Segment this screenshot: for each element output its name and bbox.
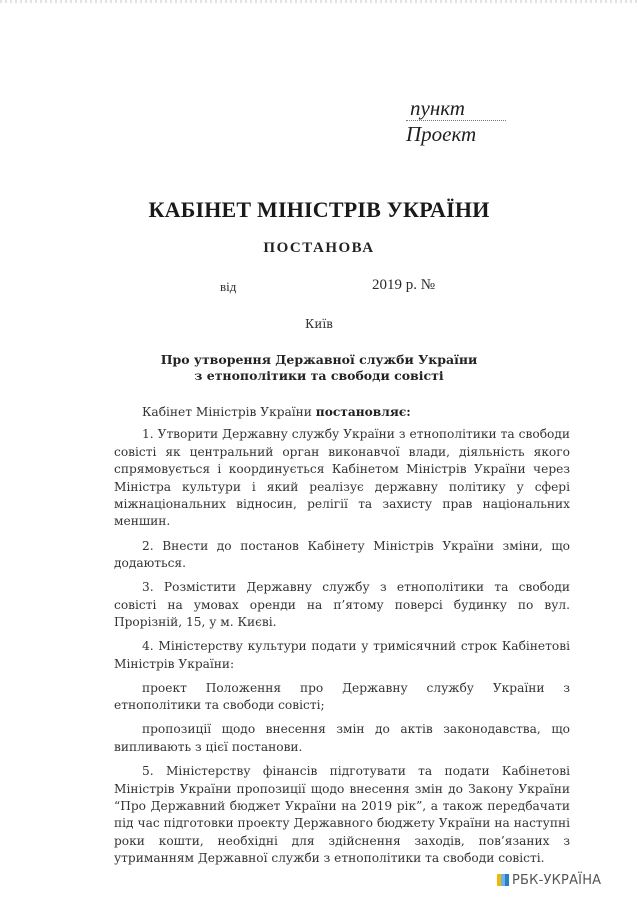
document-title: [0, 352, 638, 384]
paragraph-3: 3. Розмістити Державну службу з етнополітики та свободи совісті на умовах оренди на п’ятому поверсі будинку по вул. Прорізній, 15, у м. Києві.: [114, 580, 570, 630]
organization-heading: КАБІНЕТ МІНІСТРІВ УКРАЇНИ: [148, 197, 490, 222]
date-year-number: 2019 р. №: [372, 277, 436, 293]
watermark-text: РБК-УКРАЇНА: [512, 872, 602, 888]
paragraph-5: 5. Міністерству фінансів підготувати та подати Кабінетові Міністрів України пропозиції щодо внесення змін до Закону України “Про Державний бюджет України на 2019 рік”, а також передбачати під час підготовки проекту Державного бюджету України на наступні роки кошти, необхідні для здійснення заходів, пов’язаних з утриманням Державної служби з етнополітики та свободи совісті.: [114, 764, 570, 866]
document-body: [114, 404, 570, 874]
scan-edge-artifact: [0, 0, 638, 3]
paragraph-2: 2. Внести до постанов Кабінету Міністрів України зміни, що додаються.: [114, 538, 570, 571]
paragraph-4-item-2: пропозиції щодо внесення змін до актів законодавства, що випливають з цієї постанови.: [114, 722, 570, 754]
paragraph-4-item-1: проект Положення про Державну службу України з етнополітики та свободи совісті;: [114, 680, 570, 713]
preamble-text: Кабінет Міністрів України: [142, 405, 316, 419]
stamp-line-punkt: пункт: [410, 96, 465, 120]
preamble-decision: постановляє:: [315, 405, 411, 419]
city: Київ: [305, 317, 333, 331]
paragraph-1: 1. Утворити Державну службу України з етнополітики та свободи совісті як центральний орган виконавчої влади, діяльність якого спрямовується і координується Кабінетом Міністрів України через Міністра культури і який реалізує державну політику у сфері міжнаціональних відносин, релігії та захисту прав національних меншин.: [114, 427, 570, 529]
paragraph-4: 4. Міністерству культури подати у тримісячний строк Кабінетові Міністрів України:: [114, 639, 570, 671]
title-line-2: з етнополітики та свободи совісті: [194, 368, 444, 383]
preamble: [114, 404, 570, 421]
rbc-logo-icon: [497, 874, 509, 886]
stamp-line-project: Проект: [406, 120, 506, 146]
title-line-1: Про утворення Державної служби України: [160, 352, 478, 367]
rbc-ukraine-watermark: [497, 872, 601, 888]
date-prefix: від: [220, 279, 237, 294]
document-type: ПОСТАНОВА: [263, 240, 375, 256]
